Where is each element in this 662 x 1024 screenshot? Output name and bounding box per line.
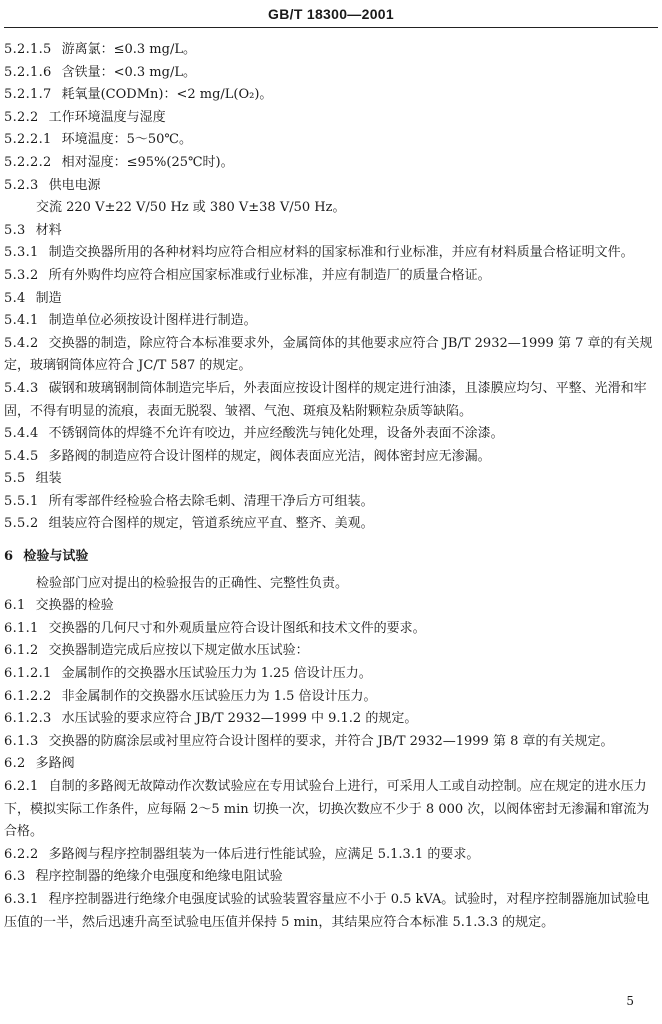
clause-number: 6.1 (4, 598, 26, 614)
clause-number: 5.5.2 (4, 516, 39, 532)
clause-text: 含铁量：<0.3 mg/L。 (61, 64, 196, 80)
clause-number: 6.1.2.3 (4, 711, 52, 727)
clause-number: 5.4 (4, 290, 26, 306)
clause-number: 6.3 (4, 869, 26, 885)
clause-text: 相对湿度：≤95%(25℃时)。 (61, 154, 234, 170)
clause-5-4 (4, 288, 656, 311)
clause-heading: 程序控制器的绝缘介电强度和绝缘电阻试验 (35, 869, 283, 885)
clause-text: 多路阀与程序控制器组装为一体后进行性能试验，应满足 5.1.3.1 的要求。 (48, 846, 480, 862)
clause-text: 环境温度：5～50℃。 (61, 132, 192, 148)
clause-number: 6.3.1 (4, 891, 39, 907)
clause-5-4-2 (4, 333, 656, 378)
clause-5-2-3 (4, 175, 656, 198)
clause-number: 6.2.2 (4, 846, 39, 862)
clause-text: 金属制作的交换器水压试验压力为 1.25 倍设计压力。 (61, 666, 372, 682)
clause-number: 5.2.1.5 (4, 42, 52, 57)
clause-number: 5.4.4 (4, 426, 39, 442)
clause-number: 5.2.3 (4, 177, 39, 193)
clause-heading: 制造 (35, 290, 62, 306)
section-6-heading (4, 546, 656, 569)
section-title: 检验与试验 (23, 549, 89, 565)
clause-5-4-5 (4, 446, 656, 469)
clause-text: 交换器的几何尺寸和外观质量应符合设计图纸和技术文件的要求。 (48, 620, 426, 636)
clause-6-2-2 (4, 844, 656, 867)
section-number: 6 (4, 549, 14, 565)
clause-number: 5.2.2 (4, 109, 39, 125)
clause-6-3 (4, 866, 656, 889)
clause-5-2-2 (4, 107, 656, 130)
clause-number: 6.1.3 (4, 733, 39, 749)
clause-6-1-3 (4, 731, 656, 754)
clause-6-1-2 (4, 640, 656, 663)
clause-number: 6.1.2.1 (4, 666, 52, 682)
clause-5-2-2-2 (4, 152, 656, 175)
clause-number: 5.2.1.7 (4, 87, 52, 103)
clause-number: 6.2 (4, 756, 26, 772)
clause-text: 制造交换器所用的各种材料均应符合相应材料的国家标准和行业标准，并应有材料质量合格证明文件。 (48, 245, 634, 261)
clause-5-3-2 (4, 265, 656, 288)
clause-number: 6.2.1 (4, 779, 39, 794)
clause-text: 交流 220 V±22 V/50 Hz 或 380 V±38 V/50 Hz。 (36, 200, 346, 216)
section-6-intro (4, 573, 656, 596)
clause-6-2 (4, 753, 656, 776)
clause-text: 水压试验的要求应符合 JB/T 2932—1999 中 9.1.2 的规定。 (61, 711, 418, 727)
clause-number: 5.2.2.1 (4, 132, 52, 148)
clause-number: 6.1.2 (4, 643, 39, 659)
power-supply-spec (4, 197, 656, 220)
clause-6-2-1 (4, 776, 656, 844)
clause-5-2-1-7 (4, 84, 656, 107)
clause-6-3-1 (4, 889, 656, 934)
clause-heading: 组装 (35, 471, 62, 487)
clause-number: 5.4.3 (4, 380, 39, 396)
clause-text: 碳钢和玻璃钢制筒体制造完毕后，外表面应按设计图样的规定进行油漆，且漆膜应均匀、平整、光滑和牢固，不得有明显的流痕，表面无脱裂、皱褶、气泡、斑痕及粘附颗粒杂质等缺陷。 (4, 380, 647, 419)
clause-text: 非金属制作的交换器水压试验压力为 1.5 倍设计压力。 (61, 688, 377, 704)
page-number: 5 (626, 994, 634, 1008)
clause-text: 交换器的防腐涂层或衬里应符合设计图样的要求，并符合 JB/T 2932—1999 第 8 章的有关规定。 (48, 733, 614, 749)
document-body (4, 39, 656, 934)
clause-heading: 多路阀 (35, 756, 75, 772)
clause-6-1-2-3 (4, 708, 656, 731)
clause-5-3-1 (4, 242, 656, 265)
header-rule (4, 27, 658, 28)
clause-text: 不锈钢筒体的焊缝不允许有咬边，并应经酸洗与钝化处理，设备外表面不涂漆。 (48, 426, 504, 442)
clause-6-1-2-2 (4, 686, 656, 709)
clause-heading: 工作环境温度与湿度 (48, 109, 166, 125)
clause-number: 5.4.5 (4, 448, 39, 464)
clause-number: 5.5.1 (4, 493, 39, 509)
clause-number: 5.4.2 (4, 335, 39, 351)
clause-6-1 (4, 595, 656, 618)
clause-text: 组装应符合图样的规定，管道系统应平直、整齐、美观。 (48, 516, 374, 532)
clause-text: 耗氧量(CODMn)：<2 mg/L(O₂)。 (61, 87, 273, 103)
clause-5-2-2-1 (4, 129, 656, 152)
clause-text: 多路阀的制造应符合设计图样的规定，阀体表面应光洁，阀体密封应无渗漏。 (48, 448, 491, 464)
clause-5-4-4 (4, 423, 656, 446)
clause-heading: 供电电源 (48, 177, 101, 193)
clause-text: 所有外购件均应符合相应国家标准或行业标准，并应有制造厂的质量合格证。 (48, 267, 491, 283)
clause-5-4-3 (4, 378, 656, 423)
clause-5-5-1 (4, 491, 656, 514)
clause-number: 6.1.2.2 (4, 688, 52, 704)
clause-text: 自制的多路阀无故障动作次数试验应在专用试验台上进行，可采用人工或自动控制。应在规定的进水压力下，模拟实际工作条件，应每隔 2～5 min 切换一次，切换次数应不少于 8 000 次，以阀体密封无渗漏和窜流为合格。 (4, 779, 650, 840)
clause-text: 所有零部件经检验合格去除毛刺、清理干净后方可组装。 (48, 493, 374, 509)
clause-5-5-2 (4, 513, 656, 536)
clause-number: 5.3.1 (4, 245, 39, 261)
clause-text: 游离氯：≤0.3 mg/L。 (61, 42, 196, 57)
page-header (0, 6, 662, 22)
clause-text: 制造单位必须按设计图样进行制造。 (48, 313, 257, 329)
clause-text: 程序控制器进行绝缘介电强度试验的试验装置容量应不小于 0.5 kVA。试验时，对程序控制器施加试验电压值的一半，然后迅速升高至试验电压值并保持 5 min，其结果应符合本标准 5.1.3.3 的规定。 (4, 891, 650, 930)
clause-6-1-1 (4, 618, 656, 641)
clause-text: 检验部门应对提出的检验报告的正确性、完整性负责。 (36, 575, 349, 591)
clause-number: 5.3 (4, 222, 26, 238)
clause-number: 5.4.1 (4, 313, 39, 329)
clause-number: 5.2.1.6 (4, 64, 52, 80)
clause-5-2-1-6 (4, 62, 656, 85)
clause-5-3 (4, 220, 656, 243)
clause-text: 交换器的制造，除应符合本标准要求外，金属筒体的其他要求应符合 JB/T 2932—1999 第 7 章的有关规定，玻璃钢筒体应符合 JC/T 587 的规定。 (4, 335, 653, 374)
clause-number: 5.3.2 (4, 267, 39, 283)
clause-text: 交换器制造完成后应按以下规定做水压试验： (48, 643, 309, 659)
clause-5-4-1 (4, 310, 656, 333)
clause-6-1-2-1 (4, 663, 656, 686)
clause-heading: 材料 (35, 222, 62, 238)
clause-number: 5.2.2.2 (4, 154, 52, 170)
standard-code: GB/T 18300—2001 (268, 6, 394, 22)
clause-number: 6.1.1 (4, 620, 39, 636)
clause-heading: 交换器的检验 (35, 598, 114, 614)
clause-5-5 (4, 468, 656, 491)
clause-number: 5.5 (4, 471, 26, 487)
clause-5-2-1-5 (4, 39, 656, 62)
